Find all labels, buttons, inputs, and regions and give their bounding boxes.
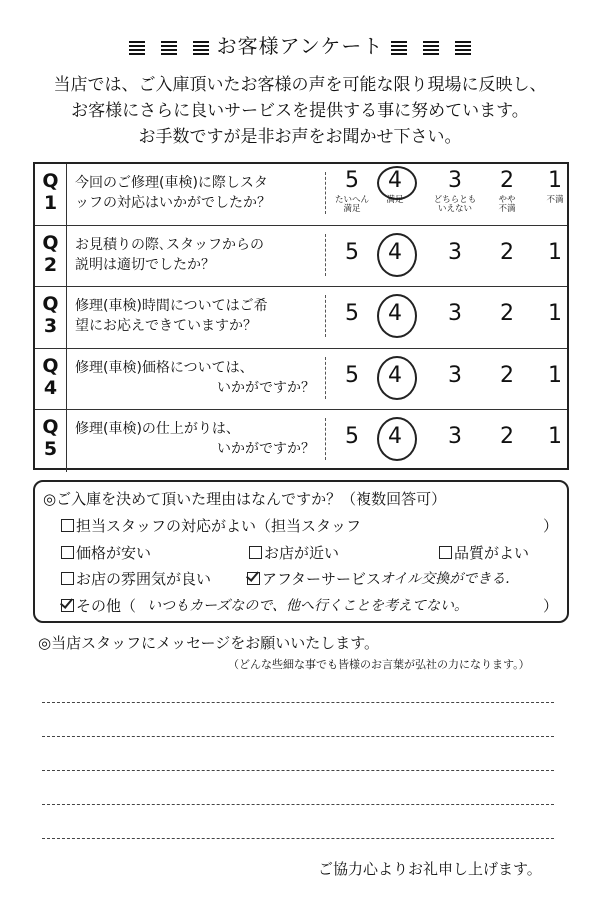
- message-line[interactable]: [42, 838, 554, 839]
- message-line[interactable]: [42, 770, 554, 771]
- score-option-3[interactable]: 3: [448, 168, 462, 193]
- score-caption: たいへん 満足: [334, 195, 369, 214]
- question-number: Q 1: [35, 164, 67, 225]
- question-text-line-1: 今回のご修理(車検)に際しスタ: [75, 175, 268, 191]
- page-title: お客様アンケート: [216, 34, 384, 58]
- option-price[interactable]: 価格が安い: [61, 542, 151, 563]
- question-number: Q 3: [35, 287, 67, 348]
- checkbox-checked-icon[interactable]: [61, 599, 74, 612]
- option-after-service[interactable]: アフターサービス: [247, 568, 381, 589]
- score-option-1[interactable]: 1: [548, 168, 562, 193]
- checkbox-icon[interactable]: [61, 519, 74, 532]
- score-option-4[interactable]: 4: [388, 424, 402, 450]
- selected-circle-icon: [377, 356, 417, 400]
- question-row: [35, 349, 567, 411]
- checkbox-checked-icon[interactable]: [247, 572, 260, 585]
- score-option-4[interactable]: 4: [388, 301, 402, 327]
- score-option-2[interactable]: 2: [500, 168, 514, 193]
- question-text-line-2: いかがですか？: [217, 379, 315, 396]
- closing-thanks: ご協力心よりお礼申し上げます。: [318, 860, 542, 878]
- score-caption: 満足: [386, 195, 404, 205]
- score-option-3[interactable]: 3: [448, 239, 462, 265]
- handwritten-other: いつもカーズなので、他へ行くことを考えてない。: [147, 598, 469, 614]
- selected-circle-icon: [377, 233, 417, 277]
- option-quality[interactable]: 品質がよい: [439, 542, 529, 563]
- checkbox-icon[interactable]: [439, 546, 452, 559]
- score-option-1[interactable]: 1: [548, 239, 562, 265]
- score-caption: どちらとも いえない: [433, 195, 477, 214]
- decor-block-icon: [193, 41, 209, 55]
- score-option-4[interactable]: 4: [388, 168, 402, 193]
- option-other[interactable]: その他（: [61, 595, 136, 616]
- option-near[interactable]: お店が近い: [249, 542, 339, 563]
- question-row: [35, 410, 567, 472]
- question-text-line-2: 説明は適切でしたか？: [75, 256, 215, 273]
- checkbox-icon[interactable]: [249, 546, 262, 559]
- message-note: （どんな些細な事でも皆様のお言葉が弘社の力になります。）: [228, 658, 530, 671]
- message-line[interactable]: [42, 736, 554, 737]
- question-table: [33, 162, 569, 470]
- score-option-3[interactable]: 3: [448, 424, 462, 450]
- dashed-divider: [325, 172, 326, 214]
- score-option-4[interactable]: 4: [388, 239, 402, 265]
- question-text-line-2: 望にお応えできていますか？: [75, 318, 257, 335]
- checkbox-icon[interactable]: [61, 546, 74, 559]
- score-option-5[interactable]: 5: [345, 168, 359, 193]
- decor-block-icon: [423, 41, 439, 55]
- score-option-2[interactable]: 2: [500, 424, 514, 450]
- score-option-5[interactable]: 5: [345, 301, 359, 327]
- question-text-line-1: 修理(車検)価格については、: [75, 359, 254, 376]
- question-text-line-2: ッフの対応はいかがでしたか？: [75, 195, 271, 211]
- decor-block-icon: [391, 41, 407, 55]
- decor-block-icon: [455, 41, 471, 55]
- question-row: [35, 226, 567, 288]
- option-staff[interactable]: 担当スタッフの対応がよい（担当スタッフ: [61, 515, 361, 536]
- score-option-2[interactable]: 2: [500, 301, 514, 327]
- dashed-divider: [325, 357, 326, 399]
- reasons-heading: ◎ご入庫を決めて頂いた理由はなんですか？（複数回答可）: [43, 490, 447, 508]
- question-text-line-2: いかがですか？: [217, 441, 315, 458]
- checkbox-icon[interactable]: [61, 572, 74, 585]
- selected-circle-icon: [377, 294, 417, 338]
- score-option-1[interactable]: 1: [548, 301, 562, 327]
- message-line[interactable]: [42, 804, 554, 805]
- score-option-2[interactable]: 2: [500, 362, 514, 388]
- intro-line-1: 当店では、ご入庫頂いたお客様の声を可能な限り現場に反映し、: [53, 75, 547, 95]
- message-line[interactable]: [42, 702, 554, 703]
- question-number: Q 5: [35, 410, 67, 472]
- question-row: [35, 164, 567, 226]
- dashed-divider: [325, 295, 326, 337]
- score-option-5[interactable]: 5: [345, 239, 359, 265]
- dashed-divider: [325, 418, 326, 460]
- question-text-line-1: 修理(車検)時間についてはご希: [75, 298, 268, 315]
- message-heading: ◎当店スタッフにメッセージをお願いいたします。: [38, 634, 379, 652]
- decor-block-icon: [161, 41, 177, 55]
- survey-title: [0, 30, 600, 59]
- score-option-1[interactable]: 1: [548, 362, 562, 388]
- option-atmosphere[interactable]: お店の雰囲気が良い: [61, 568, 211, 589]
- score-option-5[interactable]: 5: [345, 362, 359, 388]
- score-option-3[interactable]: 3: [448, 362, 462, 388]
- score-option-4[interactable]: 4: [388, 362, 402, 388]
- score-option-1[interactable]: 1: [548, 424, 562, 450]
- question-number: Q 2: [35, 226, 67, 287]
- question-number: Q 4: [35, 349, 67, 410]
- score-option-3[interactable]: 3: [448, 301, 462, 327]
- score-caption: 不満: [546, 195, 564, 205]
- question-text-line-1: 修理(車検)の仕上がりは、: [75, 421, 240, 438]
- question-row: [35, 287, 567, 349]
- intro-line-2: お客様にさらに良いサービスを提供する事に努めています。: [71, 101, 529, 121]
- other-close-paren: ）: [543, 597, 559, 615]
- dashed-divider: [325, 234, 326, 276]
- handwritten-after-service: オイル交換ができる.: [380, 571, 510, 587]
- score-caption: やや 不満: [498, 195, 516, 214]
- score-option-2[interactable]: 2: [500, 239, 514, 265]
- selected-circle-icon: [377, 417, 417, 461]
- score-option-5[interactable]: 5: [345, 424, 359, 450]
- reasons-box: [33, 480, 569, 623]
- decor-block-icon: [129, 41, 145, 55]
- staff-close-paren: ）: [543, 517, 559, 535]
- question-text-line-1: お見積りの際､スタッフからの: [75, 236, 264, 253]
- intro-line-3: お手数ですが是非お声をお聞かせ下さい。: [138, 127, 462, 147]
